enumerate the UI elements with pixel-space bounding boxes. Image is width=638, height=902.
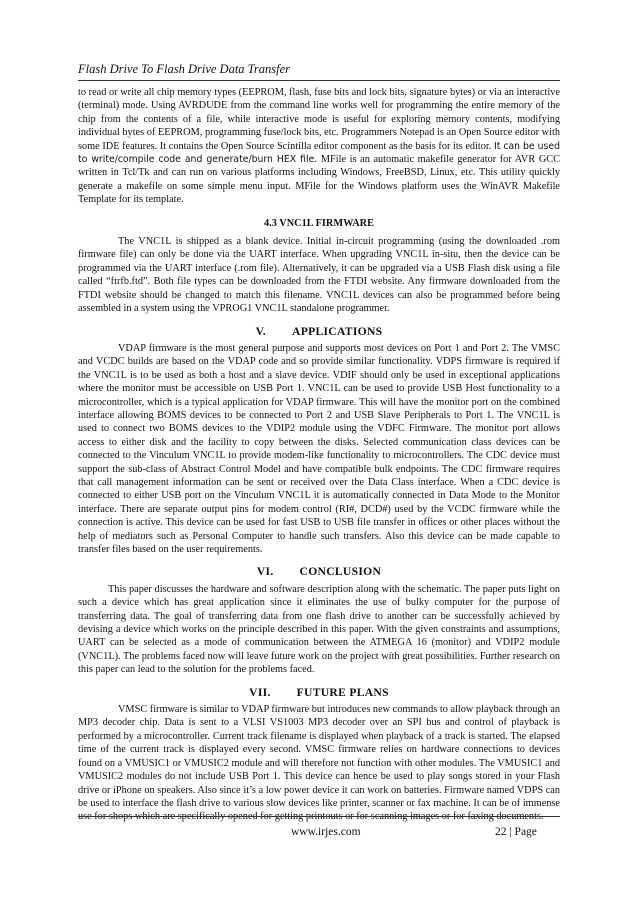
footer-rule: [78, 816, 560, 817]
future-plans-paragraph: VMSC firmware is similar to VDAP firmware but introduces new commands to allow playback through an MP3 decoder chip. Data is sent to a VLSI VS1003 MP3 decoder over an SPI bus and control of playback is performed by a microcontroller. Current track filename is displayed when playback of a track is started. The elapsed time of the current track is displayed every second. VMSC firmware relies on hardware connections to devices found on a VMUSIC1 or VMUSIC2 module and will therefore not function with other modules. The VMUSIC1 and VMUSIC2 modules do not include USB Port 1. This device can hence be used to play songs stored in your Flash drive or iPhone on speakers. Also since it’s a low power device it can work on batteries. Firmware named VDPS can be used to interface the flash drive to various slow devices like printer, scanner or fax machine. It can be of immense use for shops which are specifically opened for getting printouts or for scanning images or for faxing documents.: [78, 704, 560, 823]
footer-url: www.irjes.com: [291, 826, 361, 838]
page-content: [78, 86, 560, 824]
section-number: VII.: [249, 685, 271, 699]
applications-paragraph: VDAP firmware is the most general purpose and supports most devices on Port 1 and Port 2. The VMSC and VCDC builds are based on the VDAP code and so provide similar functionality. VDPS firmware is required if the VNC1L is to be used as both a host and a slave device. VDIF should only be used in exceptional applications where the monitor must be accessible on USB Port 1. VNC1L can be used to provide USB Host functionality to a microcontroller, which is a typical application for VDAP firmware. This will have the monitor port on the combined interface allowing BOMS devices to be connected to Port 2 and USB Slave Peripherals to Port 1. The VNC1L is used to connect two BOMS devices to the VDIP2 module using the VDFC Firmware. The monitor port allows access to either disk and the facility to copy between the disks. Selected communication class devices can be connected to the Vinculum VNC1L to provide modem-like functionality to microcontrollers. The CDC device must support the sub-class of Abstract Control Model and have compatible bulk endpoints. The CDC firmware requires that call management information can be sent or received over the Data Class interface. When a CDC device is connected to either USB port on the Vinculum VNC1L it is automatically connected in Data Mode to the Monitor interface. There are separate output pins for modem control (RI#, DCD#) used by the VCDC firmware while the connection is active. This device can be used for fast USB to USB file transfer in offices or other places without the help of mediators such as Personal Computer to handle such transfers. Also this device can be made capable to transfer files based on the user requirements.: [78, 342, 560, 555]
intro-paragraph: [78, 86, 560, 207]
section-title: APPLICATIONS: [292, 324, 383, 338]
subsection-heading-4-3: 4.3 VNC1L FIRMWARE: [264, 217, 374, 229]
running-title: Flash Drive To Flash Drive Data Transfer: [78, 62, 291, 76]
section-heading-applications: [78, 325, 560, 338]
section-heading-conclusion: [78, 565, 560, 578]
firmware-paragraph: The VNC1L is shipped as a blank device. Initial in-circuit programming (using the downloaded .rom firmware file) can only be done via the UART interface. When upgrading VNC1L in-situ, then the device can be programmed via the UART interface (.rom file). Alternatively, it can be upgraded via a USB Flash disk using a file called “ftrfb.ftd”. Both file types can be downloaded from the FTDI website. Any firmware downloaded from the FTDI website should be changed to match this filename. VNC1L devices can also be programmed before being assembled in a system using the VPROG1 VNC1L standalone programmer.: [78, 236, 560, 315]
intro-text-mono: It can be used to write/compile code and generate/burn HEX file.: [78, 140, 560, 166]
intro-text-a: to read or write all chip memory types (EEPROM, flash, fuse bits and lock bits, signature bytes) or via an interactive (terminal) mode. Using AVRDUDE from the command line works well for programming the entire memory of the chip from the contents of a file, while interactive mode is useful for exploring memory contents, modifying individual bytes of EEPROM, programming fuse/lock bits, etc. Programmers Notepad is an Open Source editor with some IDE features. It contains the Open Source Scintilla editor component as the basis for its editor.: [78, 87, 560, 152]
header-rule: [78, 80, 560, 81]
intro-text-b: MFile is an automatic makefile generator for AVR GCC written in Tcl/Tk and can run on various platforms including Windows, FreeBSD, Linux, etc. This utility quickly generate a makefile on some simple menu input. MFile for the Windows platform uses the WinAVR Makefile Template for its template.: [78, 154, 560, 206]
section-heading-future-plans: [78, 686, 560, 699]
conclusion-paragraph: This paper discusses the hardware and software description along with the schematic. The paper puts light on such a device which has great application since it eliminates the use of bulky computer for the purpose of transferring data. The goal of transferring data from one flash drive to another can be successfully achieved by devising a device which works on the principle described in this paper. With the given constraints and assumptions, UART can be selected as a mode of communication between the ATMEGA 16 (monitor) and VDIP2 module (VNC1L). The problems faced now will leave future work on the project with great possibilities. Further research on this paper can lead to the solution for the problems faced.: [78, 583, 560, 676]
section-title: CONCLUSION: [299, 565, 382, 579]
page-number: 22 | Page: [495, 826, 537, 838]
section-number: V.: [255, 324, 267, 338]
section-number: VI.: [256, 565, 274, 579]
section-title: FUTURE PLANS: [296, 685, 389, 699]
